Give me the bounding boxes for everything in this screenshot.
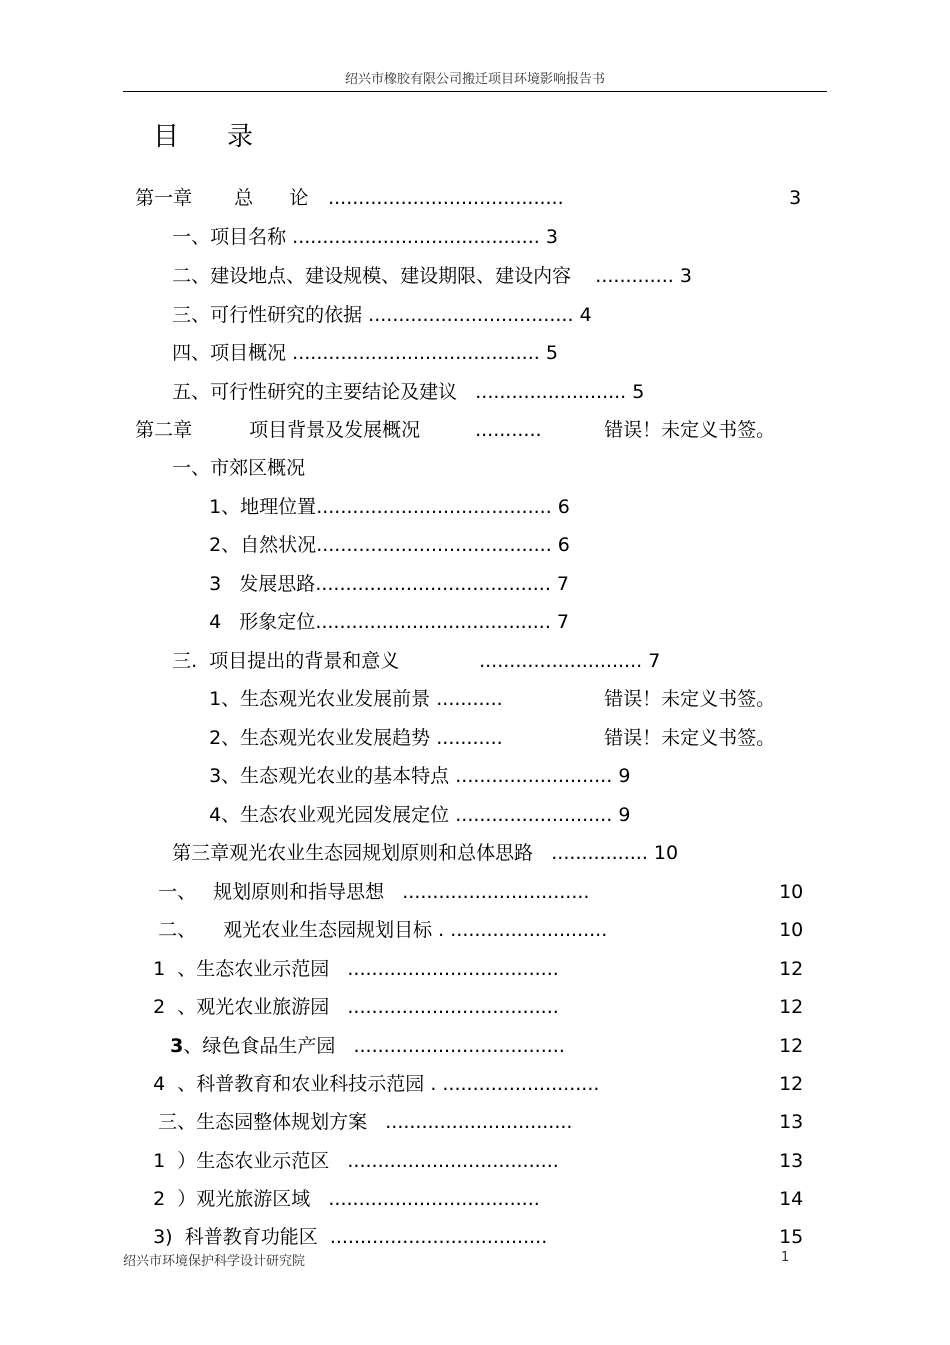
toc-entry[interactable] bbox=[141, 1201, 547, 1249]
toc-entry-page: 10 bbox=[653, 842, 679, 864]
toc-entry-page: 错误！未定义书签。 bbox=[604, 688, 776, 710]
toc-entry-label: 2 、观光农业旅游园 bbox=[153, 996, 330, 1018]
toc-entry-page: 3 bbox=[679, 265, 692, 287]
toc-entry-leader: ................................... bbox=[347, 958, 559, 980]
toc-entry-leader: ................................... bbox=[353, 1035, 565, 1057]
toc-heading: 目录 bbox=[153, 122, 302, 152]
toc-entry-leader: ......................................... bbox=[292, 226, 540, 248]
toc-entry-page: 12 bbox=[779, 1073, 804, 1095]
toc-entry-leader: .......................... bbox=[455, 765, 613, 787]
toc-entry-label: 一、市郊区概况 bbox=[172, 457, 306, 479]
running-header: 绍兴市橡胶有限公司搬迁项目环境影响报告书 bbox=[344, 72, 605, 87]
toc-entry-label: 1 、生态农业示范园 bbox=[153, 958, 330, 980]
footer-organization: 绍兴市环境保护科学设计研究院 bbox=[123, 1254, 306, 1269]
toc-entry-label: 4、生态农业观光园发展定位 bbox=[209, 804, 450, 826]
toc-entry-label: 3) bbox=[153, 1226, 173, 1248]
toc-entry-label: 一、 bbox=[158, 881, 197, 903]
toc-entry-leader: ......................................... bbox=[292, 342, 540, 364]
toc-entry-leader: ....................................... bbox=[315, 611, 551, 633]
toc-entry-leader: ............. bbox=[595, 265, 674, 287]
toc-entry-page: 7 bbox=[556, 611, 569, 633]
toc-entry-label: 三、生态园整体规划方案 bbox=[158, 1111, 368, 1133]
toc-entry-label: 三、可行性研究的依据 bbox=[172, 304, 363, 326]
toc-entry-label: 三. 项目提出的背景和意义 bbox=[172, 650, 400, 672]
toc-entry-leader: ........................... 7 bbox=[479, 650, 661, 672]
toc-entry-label: 3 发展思路 bbox=[209, 573, 316, 595]
toc-entry-leader: ....................................... bbox=[316, 534, 552, 556]
toc-entry-label: 2、生态观光农业发展趋势 bbox=[209, 727, 431, 749]
toc-entry-leader: ................................... bbox=[328, 1188, 540, 1210]
toc-entry-label: 2 ）观光旅游区域 bbox=[153, 1188, 311, 1210]
footer-page-number: 1 bbox=[781, 1250, 790, 1265]
toc-entry-label: 第三章观光农业生态园规划原则和总体思路 bbox=[172, 842, 534, 864]
toc-entry-leader: ............................... bbox=[385, 1111, 573, 1133]
toc-entry-leader: ................................... bbox=[347, 996, 559, 1018]
header-divider bbox=[123, 91, 827, 92]
toc-entry-label: 1、生态观光农业发展前景 bbox=[209, 688, 431, 710]
toc-entry-title: 、绿色食品生产园 bbox=[183, 1035, 336, 1057]
toc-entry-page: 5 bbox=[632, 381, 645, 403]
toc-entry-leader: ....................................... bbox=[315, 573, 551, 595]
toc-entry-page: 10 bbox=[779, 919, 804, 941]
toc-entry-label: 一、项目名称 bbox=[172, 226, 287, 248]
toc-entry-leader: ....................................... bbox=[316, 496, 552, 518]
toc-entry-label: 四、项目概况 bbox=[172, 342, 287, 364]
toc-entry-page: 12 bbox=[779, 1035, 804, 1057]
toc-entry-label: 1、地理位置 bbox=[209, 496, 317, 518]
toc-entry-page: 4 bbox=[579, 304, 592, 326]
toc-entry-page: 6 bbox=[557, 534, 570, 556]
toc-entry-leader: . .......................... bbox=[438, 919, 608, 941]
toc-entry-leader: ......................... bbox=[475, 381, 627, 403]
toc-entry-page: 10 bbox=[779, 881, 804, 903]
toc-entry-label: 2、自然状况 bbox=[209, 534, 317, 556]
toc-entry-label: 二、 bbox=[158, 919, 197, 941]
toc-entry-page: 错误！未定义书签。 bbox=[604, 727, 776, 749]
toc-entry-page: 12 bbox=[779, 996, 804, 1018]
toc-entry-title: 项目背景及发展概况 bbox=[249, 419, 421, 441]
toc-entry-label: 4 、科普教育和农业科技示范园 bbox=[153, 1073, 425, 1095]
toc-entry-label: 4 形象定位 bbox=[209, 611, 316, 633]
toc-entry-label: 第二章 bbox=[135, 419, 193, 441]
toc-entry-leader: ........... bbox=[475, 419, 542, 441]
toc-entry-page: 15 bbox=[779, 1226, 804, 1248]
toc-entry-leader: . .......................... bbox=[430, 1073, 600, 1095]
toc-entry-leader: ................................... bbox=[347, 1150, 559, 1172]
toc-entry-page: 9 bbox=[618, 765, 631, 787]
toc-entry-page: 13 bbox=[779, 1111, 804, 1133]
toc-entry-leader: ........... bbox=[436, 727, 503, 749]
toc-entry-page: 7 bbox=[648, 650, 661, 672]
toc-entry-leader: .................................... bbox=[329, 1226, 548, 1248]
toc-entry-leader: ........... bbox=[436, 688, 503, 710]
toc-entry-page: 7 bbox=[556, 573, 569, 595]
toc-entry-label: 第一章 bbox=[135, 187, 193, 209]
toc-entry-title: 科普教育功能区 bbox=[184, 1226, 318, 1248]
toc-entry-page: 9 bbox=[618, 804, 631, 826]
toc-entry-page: 12 bbox=[779, 958, 804, 980]
toc-entry-leader: .......................... bbox=[455, 804, 613, 826]
toc-entry-label: 五、可行性研究的主要结论及建议 bbox=[172, 381, 458, 403]
toc-entry-page: 3 bbox=[545, 226, 558, 248]
toc-entry-title: 总 论 bbox=[234, 187, 309, 209]
toc-entry-page: 14 bbox=[779, 1188, 804, 1210]
toc-entry-page: 错误！未定义书签。 bbox=[604, 419, 776, 441]
toc-entry-page: 13 bbox=[779, 1150, 804, 1172]
toc-entry-page: 3 bbox=[789, 187, 802, 209]
toc-entry-leader: ....................................... bbox=[328, 187, 564, 209]
toc-entry-leader: ................ bbox=[551, 842, 648, 864]
toc-entry-label: 3、生态观光农业的基本特点 bbox=[209, 765, 450, 787]
toc-entry-title: 规划原则和指导思想 ............................... bbox=[213, 881, 590, 903]
toc-entry-page: 5 bbox=[545, 342, 558, 364]
toc-entry-number: 3 bbox=[170, 1035, 184, 1057]
toc-entry-label: 1 ）生态农业示范区 bbox=[153, 1150, 330, 1172]
toc-entry-title: 观光农业生态园规划目标 . .......................... bbox=[223, 919, 608, 941]
toc-entry-page: 6 bbox=[557, 496, 570, 518]
toc-entry-leader: ............................... bbox=[402, 881, 590, 903]
toc-entry-label: 二、建设地点、建设规模、建设期限、建设内容 bbox=[172, 265, 572, 287]
toc-entry-leader: .................................. bbox=[368, 304, 574, 326]
